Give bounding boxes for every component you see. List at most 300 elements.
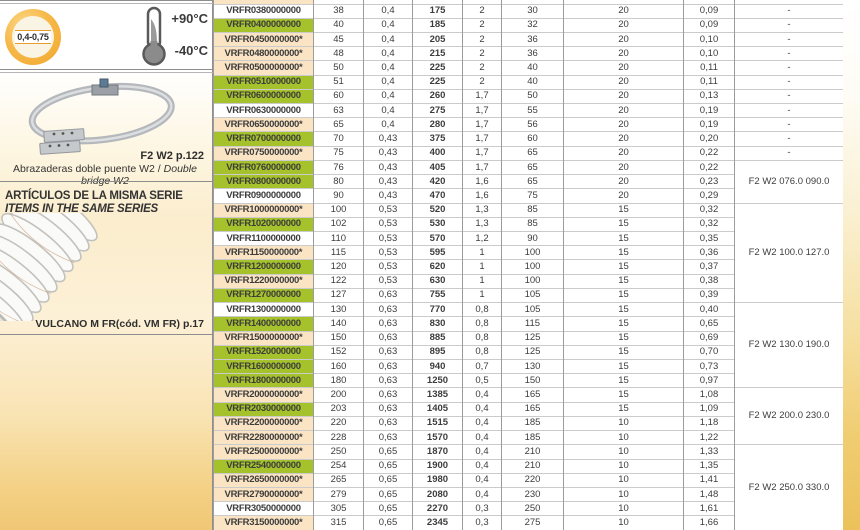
value-cell: 20 (564, 189, 684, 203)
value-cell: 210 (502, 459, 564, 473)
product-code-cell[interactable]: VRFR0630000000 (214, 104, 314, 118)
value-cell: 254 (314, 459, 364, 473)
product-code-cell[interactable]: VRFR1600000000 (214, 359, 314, 373)
value-cell: 0,53 (364, 203, 413, 217)
value-cell: 0,65 (364, 445, 413, 459)
series-item-reference: VULCANO M FR(cód. VM FR) p.17 (35, 318, 204, 330)
value-cell: 51 (314, 75, 364, 89)
value-cell: 0,65 (364, 459, 413, 473)
value-cell: 0,53 (364, 274, 413, 288)
value-cell: 2 (463, 47, 502, 61)
value-cell: 150 (502, 374, 564, 388)
table-row (214, 160, 844, 174)
product-code-cell[interactable]: VRFR3050000000 (214, 502, 314, 516)
value-cell: 0,37 (684, 260, 735, 274)
value-cell: 185 (502, 416, 564, 430)
value-cell: 63 (314, 104, 364, 118)
value-cell: 130 (502, 359, 564, 373)
value-cell: 125 (502, 345, 564, 359)
value-cell: 100 (502, 246, 564, 260)
series-title-en: ITEMS IN THE SAME SERIES (5, 203, 159, 215)
value-cell: 175 (413, 4, 463, 18)
value-cell: 0,4 (463, 473, 502, 487)
value-cell: 260 (413, 89, 463, 103)
value-cell: 30 (502, 4, 564, 18)
value-cell: 65 (502, 160, 564, 174)
value-cell: 0,43 (364, 189, 413, 203)
clamp-ref-cell: - (735, 4, 844, 18)
value-cell: 0,63 (364, 402, 413, 416)
value-cell: 2 (463, 4, 502, 18)
table-row (214, 104, 844, 118)
value-cell: 375 (413, 132, 463, 146)
clamp-ref-cell: - (735, 89, 844, 103)
page-edge-strip (843, 0, 860, 530)
value-cell: 940 (413, 359, 463, 373)
sidebar (0, 0, 213, 530)
value-cell: 1,3 (463, 203, 502, 217)
value-cell: 0,32 (684, 217, 735, 231)
product-code-cell[interactable]: VRFR1400000000 (214, 317, 314, 331)
value-cell: 1,09 (684, 402, 735, 416)
value-cell: 65 (502, 175, 564, 189)
clamp-ref-cell: F2 W2 250.0 330.0 (735, 445, 844, 530)
product-code-cell[interactable]: VRFR0750000000* (214, 146, 314, 160)
badge-label: 0,4-0,75 (17, 32, 49, 42)
value-cell: 0,4 (364, 4, 413, 18)
value-cell: 280 (413, 118, 463, 132)
value-cell: 0,19 (684, 118, 735, 132)
product-code-cell[interactable]: VRFR2790000000* (214, 487, 314, 501)
value-cell: 100 (502, 274, 564, 288)
product-code-cell[interactable]: VRFR0600000000 (214, 89, 314, 103)
value-cell: 0,4 (364, 104, 413, 118)
spec-table (213, 0, 843, 530)
value-cell: 0,4 (364, 89, 413, 103)
value-cell: 1515 (413, 416, 463, 430)
value-cell: 0,63 (364, 388, 413, 402)
value-cell: 0,65 (364, 487, 413, 501)
value-cell: 20 (564, 104, 684, 118)
value-cell: 1,7 (463, 146, 502, 160)
product-code-cell[interactable]: VRFR0480000000* (214, 47, 314, 61)
value-cell: 90 (314, 189, 364, 203)
clamp-ref-cell: - (735, 75, 844, 89)
value-cell: 140 (314, 317, 364, 331)
clamp-caption-en: Double bridge W2 (81, 163, 197, 187)
value-cell: 100 (314, 203, 364, 217)
value-cell: 10 (564, 502, 684, 516)
spec-table-zone (213, 0, 843, 530)
value-cell: 220 (314, 416, 364, 430)
value-cell: 15 (564, 331, 684, 345)
value-cell: 0,63 (364, 345, 413, 359)
product-code-cell[interactable]: VRFR0500000000* (214, 61, 314, 75)
series-title-es: ARTÍCULOS DE LA MISMA SERIE (5, 190, 183, 202)
table-row (214, 32, 844, 46)
value-cell: 152 (314, 345, 364, 359)
value-cell: 0,40 (684, 303, 735, 317)
value-cell: 90 (502, 232, 564, 246)
value-cell: 40 (502, 75, 564, 89)
value-cell: 250 (314, 445, 364, 459)
value-cell: 0,7 (463, 359, 502, 373)
value-cell: 102 (314, 217, 364, 231)
value-cell: 0,3 (463, 502, 502, 516)
clamp-reference: F2 W2 p.122 (140, 150, 204, 162)
temperature-range (136, 5, 208, 69)
value-cell: 48 (314, 47, 364, 61)
value-cell: 20 (564, 146, 684, 160)
temperature-max: +90°C (171, 11, 208, 26)
value-cell: 0,53 (364, 246, 413, 260)
value-cell: 1385 (413, 388, 463, 402)
value-cell: 265 (314, 473, 364, 487)
product-code-cell[interactable]: VRFR2030000000 (214, 402, 314, 416)
value-cell: 1,7 (463, 118, 502, 132)
clamp-ref-cell: - (735, 32, 844, 46)
value-cell: 0,63 (364, 416, 413, 430)
value-cell: 279 (314, 487, 364, 501)
value-cell: 0,4 (463, 445, 502, 459)
table-row (214, 303, 844, 317)
product-code-cell[interactable]: VRFR0700000000 (214, 132, 314, 146)
table-row (214, 146, 844, 160)
value-cell: 1405 (413, 402, 463, 416)
product-code-cell[interactable]: VRFR2650000000* (214, 473, 314, 487)
clamp-ref-cell: - (735, 118, 844, 132)
value-cell: 0,65 (364, 502, 413, 516)
value-cell: 0,69 (684, 331, 735, 345)
value-cell: 0,4 (463, 487, 502, 501)
product-code-cell[interactable]: VRFR0900000000 (214, 189, 314, 203)
product-code-cell[interactable]: VRFR0400000000 (214, 18, 314, 32)
value-cell: 1,7 (463, 89, 502, 103)
value-cell: 20 (564, 18, 684, 32)
value-cell: 1 (463, 274, 502, 288)
product-code-cell[interactable]: VRFR1270000000 (214, 288, 314, 302)
clamp-ref-cell: - (735, 61, 844, 75)
value-cell: 55 (502, 104, 564, 118)
value-cell: 0,73 (684, 359, 735, 373)
badge-inner-disc (12, 16, 54, 58)
value-cell: 1980 (413, 473, 463, 487)
value-cell: 0,43 (364, 175, 413, 189)
divider (0, 334, 213, 336)
product-code-cell[interactable]: VRFR0450000000* (214, 32, 314, 46)
value-cell: 1 (463, 246, 502, 260)
value-cell: 225 (413, 61, 463, 75)
temperature-min: -40°C (174, 43, 208, 58)
value-cell: 10 (564, 473, 684, 487)
table-row (214, 61, 844, 75)
clamp-ref-cell: - (735, 18, 844, 32)
value-cell: 0,23 (684, 175, 735, 189)
value-cell: 1,08 (684, 388, 735, 402)
product-code-cell[interactable]: VRFR1220000000* (214, 274, 314, 288)
value-cell: 15 (564, 274, 684, 288)
value-cell: 38 (314, 4, 364, 18)
value-cell: 115 (502, 317, 564, 331)
value-cell: 0,22 (684, 160, 735, 174)
value-cell: 275 (413, 104, 463, 118)
product-code-cell[interactable]: VRFR1200000000 (214, 260, 314, 274)
value-cell: 36 (502, 47, 564, 61)
value-cell: 755 (413, 288, 463, 302)
value-cell: 220 (502, 473, 564, 487)
value-cell: 10 (564, 431, 684, 445)
value-cell: 0,13 (684, 89, 735, 103)
clamp-caption (0, 163, 210, 187)
value-cell: 205 (413, 32, 463, 46)
value-cell: 76 (314, 160, 364, 174)
value-cell: 0,65 (364, 516, 413, 530)
value-cell: 0,4 (364, 75, 413, 89)
clamp-ref-cell: - (735, 146, 844, 160)
value-cell: 125 (502, 331, 564, 345)
value-cell: 1,3 (463, 217, 502, 231)
value-cell: 10 (564, 516, 684, 530)
table-row (214, 75, 844, 89)
value-cell: 0,70 (684, 345, 735, 359)
table-row (214, 388, 844, 402)
value-cell: 2080 (413, 487, 463, 501)
product-code-cell[interactable]: VRFR1000000000* (214, 203, 314, 217)
value-cell: 85 (502, 217, 564, 231)
value-cell: 0,4 (364, 18, 413, 32)
value-cell: 0,11 (684, 75, 735, 89)
clamp-ref-cell: - (735, 104, 844, 118)
value-cell: 180 (314, 374, 364, 388)
value-cell: 10 (564, 459, 684, 473)
value-cell: 1,48 (684, 487, 735, 501)
value-cell: 1,7 (463, 104, 502, 118)
value-cell: 165 (502, 402, 564, 416)
value-cell: 40 (502, 61, 564, 75)
value-cell: 45 (314, 32, 364, 46)
clamp-ref-cell: F2 W2 100.0 127.0 (735, 203, 844, 303)
value-cell: 2 (463, 61, 502, 75)
value-cell: 15 (564, 388, 684, 402)
value-cell: 1,6 (463, 175, 502, 189)
value-cell: 200 (314, 388, 364, 402)
value-cell: 120 (314, 260, 364, 274)
product-code-cell[interactable]: VRFR0650000000* (214, 118, 314, 132)
value-cell: 225 (413, 75, 463, 89)
value-cell: 0,53 (364, 217, 413, 231)
value-cell: 630 (413, 274, 463, 288)
clamp-ref-cell: - (735, 47, 844, 61)
value-cell: 0,65 (364, 473, 413, 487)
product-code-cell[interactable]: VRFR1500000000* (214, 331, 314, 345)
value-cell: 0,8 (463, 303, 502, 317)
divider (0, 0, 213, 4)
value-cell: 0,63 (364, 317, 413, 331)
value-cell: 530 (413, 217, 463, 231)
value-cell: 0,3 (463, 516, 502, 530)
product-code-cell[interactable]: VRFR0380000000 (214, 4, 314, 18)
value-cell: 0,4 (463, 402, 502, 416)
table-row (214, 445, 844, 459)
value-cell: 210 (502, 445, 564, 459)
value-cell: 115 (314, 246, 364, 260)
value-cell: 2270 (413, 502, 463, 516)
product-code-cell[interactable]: VRFR0800000000 (214, 175, 314, 189)
value-cell: 20 (564, 61, 684, 75)
value-cell: 620 (413, 260, 463, 274)
value-cell: 105 (502, 303, 564, 317)
value-cell: 20 (564, 47, 684, 61)
value-cell: 1,2 (463, 232, 502, 246)
clamp-ref-cell: F2 W2 130.0 190.0 (735, 303, 844, 388)
value-cell: 0,10 (684, 32, 735, 46)
value-cell: 520 (413, 203, 463, 217)
value-cell: 1,22 (684, 431, 735, 445)
value-cell: 305 (314, 502, 364, 516)
value-cell: 0,43 (364, 146, 413, 160)
value-cell: 275 (502, 516, 564, 530)
value-cell: 0,4 (364, 61, 413, 75)
value-cell: 0,43 (364, 132, 413, 146)
value-cell: 10 (564, 487, 684, 501)
value-cell: 40 (314, 18, 364, 32)
value-cell: 70 (314, 132, 364, 146)
product-code-cell[interactable]: VRFR1020000000 (214, 217, 314, 231)
value-cell: 0,4 (463, 388, 502, 402)
value-cell: 15 (564, 345, 684, 359)
product-code-cell[interactable]: VRFR3150000000* (214, 516, 314, 530)
value-cell: 0,63 (364, 331, 413, 345)
clamp-ref-cell: F2 W2 076.0 090.0 (735, 160, 844, 203)
value-cell: 0,8 (463, 345, 502, 359)
value-cell: 0,63 (364, 359, 413, 373)
value-cell: 0,4 (463, 431, 502, 445)
value-cell: 0,53 (364, 260, 413, 274)
value-cell: 595 (413, 246, 463, 260)
value-cell: 15 (564, 246, 684, 260)
value-cell: 0,4 (364, 118, 413, 132)
value-cell: 85 (502, 203, 564, 217)
value-cell: 10 (564, 416, 684, 430)
value-cell: 15 (564, 232, 684, 246)
product-code-cell[interactable]: VRFR1800000000 (214, 374, 314, 388)
value-cell: 1,7 (463, 160, 502, 174)
value-cell: 230 (502, 487, 564, 501)
divider (0, 69, 213, 73)
table-row (214, 132, 844, 146)
value-cell: 1900 (413, 459, 463, 473)
product-code-cell[interactable]: VRFR1100000000 (214, 232, 314, 246)
value-cell: 1 (463, 288, 502, 302)
clamp-caption-es: Abrazaderas doble puente W2 / (13, 163, 164, 175)
value-cell: 65 (314, 118, 364, 132)
value-cell: 2345 (413, 516, 463, 530)
value-cell: 2 (463, 18, 502, 32)
value-cell: 1570 (413, 431, 463, 445)
hose-image (0, 213, 190, 321)
value-cell: 20 (564, 160, 684, 174)
value-cell: 420 (413, 175, 463, 189)
value-cell: 250 (502, 502, 564, 516)
value-cell: 0,11 (684, 61, 735, 75)
product-code-cell[interactable]: VRFR2280000000* (214, 431, 314, 445)
value-cell: 0,10 (684, 47, 735, 61)
value-cell: 885 (413, 331, 463, 345)
thermometer-icon (136, 5, 172, 67)
product-code-cell[interactable]: VRFR0510000000 (214, 75, 314, 89)
value-cell: 470 (413, 189, 463, 203)
product-code-cell[interactable]: VRFR0760000000 (214, 160, 314, 174)
value-cell: 127 (314, 288, 364, 302)
value-cell: 0,20 (684, 132, 735, 146)
product-code-cell[interactable]: VRFR2200000000* (214, 416, 314, 430)
value-cell: 830 (413, 317, 463, 331)
value-cell: 50 (314, 61, 364, 75)
value-cell: 215 (413, 47, 463, 61)
table-row (214, 18, 844, 32)
value-cell: 1,35 (684, 459, 735, 473)
value-cell: 770 (413, 303, 463, 317)
product-code-cell[interactable]: VRFR2540000000 (214, 459, 314, 473)
value-cell: 1250 (413, 374, 463, 388)
value-cell: 1,61 (684, 502, 735, 516)
value-cell: 20 (564, 32, 684, 46)
value-cell: 160 (314, 359, 364, 373)
value-cell: 110 (314, 232, 364, 246)
value-cell: 0,43 (364, 160, 413, 174)
value-cell: 56 (502, 118, 564, 132)
value-cell: 1870 (413, 445, 463, 459)
value-cell: 60 (502, 132, 564, 146)
value-cell: 0,22 (684, 146, 735, 160)
value-cell: 895 (413, 345, 463, 359)
value-cell: 2 (463, 32, 502, 46)
value-cell: 165 (502, 388, 564, 402)
value-cell: 0,63 (364, 288, 413, 302)
wall-thickness-badge (5, 9, 61, 65)
value-cell: 75 (314, 146, 364, 160)
value-cell: 0,29 (684, 189, 735, 203)
product-code-cell[interactable]: VRFR2000000000* (214, 388, 314, 402)
value-cell: 32 (502, 18, 564, 32)
value-cell: 15 (564, 260, 684, 274)
value-cell: 0,63 (364, 303, 413, 317)
value-cell: 15 (564, 402, 684, 416)
product-code-cell[interactable]: VRFR1150000000* (214, 246, 314, 260)
value-cell: 0,38 (684, 274, 735, 288)
value-cell: 20 (564, 118, 684, 132)
table-row (214, 89, 844, 103)
value-cell: 228 (314, 431, 364, 445)
value-cell: 0,4 (463, 416, 502, 430)
value-cell: 15 (564, 359, 684, 373)
value-cell: 0,39 (684, 288, 735, 302)
value-cell: 0,32 (684, 203, 735, 217)
product-code-cell[interactable]: VRFR2500000000* (214, 445, 314, 459)
product-code-cell[interactable]: VRFR1300000000 (214, 303, 314, 317)
value-cell: 203 (314, 402, 364, 416)
value-cell: 15 (564, 217, 684, 231)
clamp-ref-cell: F2 W2 200.0 230.0 (735, 388, 844, 445)
value-cell: 400 (413, 146, 463, 160)
table-row (214, 47, 844, 61)
value-cell: 50 (502, 89, 564, 103)
value-cell: 0,4 (364, 32, 413, 46)
product-code-cell[interactable]: VRFR1520000000 (214, 345, 314, 359)
value-cell: 0,8 (463, 317, 502, 331)
value-cell: 0,63 (364, 431, 413, 445)
value-cell: 20 (564, 175, 684, 189)
